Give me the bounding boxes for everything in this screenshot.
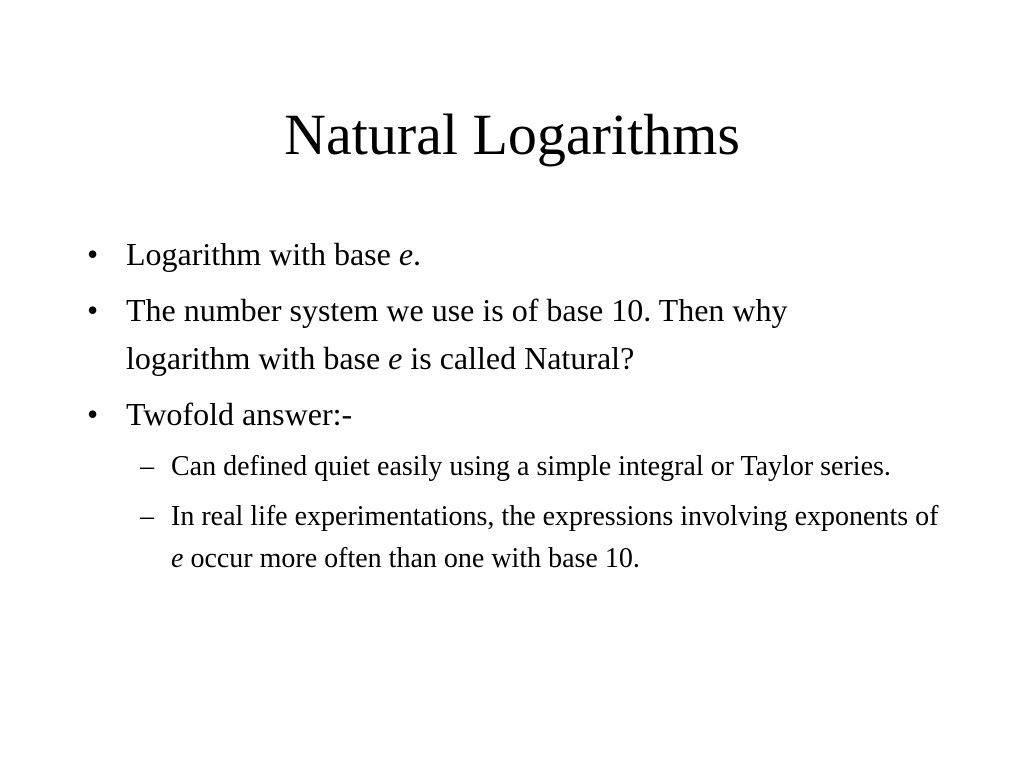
bullet-text-emphasis: e: [398, 236, 414, 272]
bullet-text: Twofold answer:-: [126, 396, 353, 432]
bullet-base-e: [0, 230, 886, 278]
bullet-marker: •: [87, 236, 99, 272]
sub-bullet-text: Can defined quiet easily using a simple integral or Taylor series.: [171, 451, 891, 482]
bullet-marker: •: [87, 292, 99, 328]
bullet-text: Logarithm with base: [126, 236, 399, 272]
slide-title: Natural Logarithms: [284, 102, 740, 167]
sub-bullet-marker: –: [140, 501, 154, 532]
sub-bullet-text-emphasis: e: [171, 543, 184, 574]
bullet-list: [0, 230, 1024, 588]
sub-bullet-text: occur more often than one with base 10.: [183, 543, 640, 574]
bullet-marker: •: [87, 396, 99, 432]
bullet-text-emphasis: e: [388, 340, 403, 376]
bullet-text: The number system we use is of base 10. Then why logarithm with base: [126, 292, 788, 376]
bullet-text: .: [413, 236, 422, 272]
bullet-text: is called Natural?: [402, 340, 635, 376]
sub-bullet-marker: –: [140, 451, 154, 482]
sub-bullet-experiments: [0, 496, 941, 580]
bullet-twofold-answer: [0, 390, 886, 438]
bullet-number-system: [0, 286, 886, 382]
sub-bullet-text: In real life experimentations, the expressions involving exponents of: [171, 501, 939, 532]
sub-bullet-integral: [0, 446, 941, 488]
